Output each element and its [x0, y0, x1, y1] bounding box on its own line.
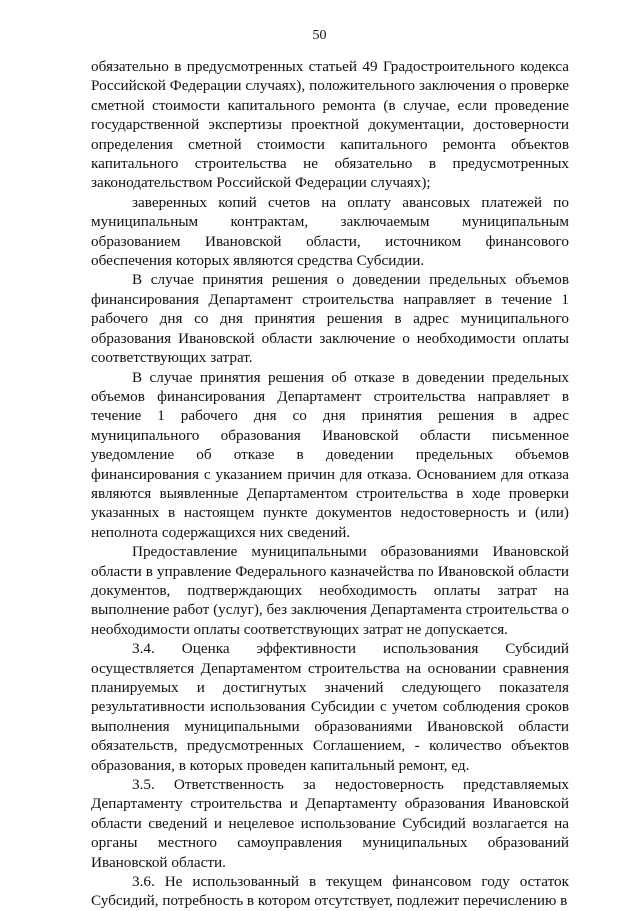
document-body	[91, 57, 569, 911]
paragraph-section-3-4: 3.4. Оценка эффективности использования Субсидий осуществляется Департаментом строительства на основании сравнения планируемых и достигнутых значений следующего показателя результативности использования Субсидии с учетом соблюдения сроков выполнения муниципальными образованиями Ивановской области обязательств, предусмотренных Соглашением, - количество объектов образования, в которых проведен капитальный ремонт, ед.	[91, 640, 569, 774]
paragraph-invoice-copies: заверенных копий счетов на оплату авансовых платежей по муниципальным контрактам, заключаемым муниципальным образованием Ивановской области, источником финансового обеспечения которых являются средства Субсидии.	[91, 193, 569, 270]
paragraph-treasury-documents: Предоставление муниципальными образованиями Ивановской области в управление Федерального казначейства по Ивановской области документов, подтверждающих необходимость оплаты затрат на выполнение работ (услуг), без заключения Департамента строительства о необходимости оплаты соответствующих затрат не допускается.	[91, 543, 569, 638]
paragraph-funding-approval: В случае принятия решения о доведении предельных объемов финансирования Департамент строительства направляет в течение 1 рабочего дня со дня принятия решения в адрес муниципального образования Ивановской области заключение о необходимости оплаты соответствующих затрат.	[91, 271, 569, 367]
paragraph-funding-refusal: В случае принятия решения об отказе в доведении предельных объемов финансирования Департамент строительства направляет в течение 1 рабочего дня со дня принятия решения в адрес муниципального образования Ивановской области письменное уведомление об отказе в доведении предельных объемов финансирования с указанием причин для отказа. Основанием для отказа являются выявленные Департаментом строительства в ходе проверки указанных в настоящем пункте документов недостоверность и (или) неполнота содержащихся них сведений.	[91, 368, 569, 541]
paragraph-continuation: обязательно в предусмотренных статьей 49 Градостроительного кодекса Российской Федерации случаях), положительного заключения о проверке сметной стоимости капитального ремонта (в случае, если проведение государственной экспертизы проектной документации, достоверности определения сметной стоимости капитального ремонта объектов капитального строительства не обязательно в предусмотренных законодательством Российской Федерации случаях);	[91, 58, 569, 192]
paragraph-section-3-6: 3.6. Не использованный в текущем финансовом году остаток Субсидий, потребность в котором отсутствует, подлежит перечислению в	[91, 873, 569, 910]
paragraph-section-3-5: 3.5. Ответственность за недостоверность представляемых Департаменту строительства и Департаменту образования Ивановской области сведений и нецелевое использование Субсидий возлагается на органы местного самоуправления муниципальных образований Ивановской области.	[91, 776, 569, 871]
page-number: 50	[312, 28, 327, 43]
